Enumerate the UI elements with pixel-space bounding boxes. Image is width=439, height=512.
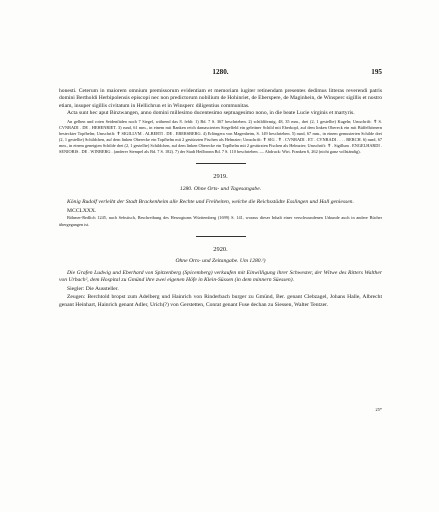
page-content (59, 88, 382, 309)
signature-mark: 25* (375, 407, 382, 412)
document-number-2920: 2920. (213, 245, 228, 253)
header-year: 1280. (212, 68, 229, 76)
date-line-2920: Ohne Orts- und Zeitangabe. Um 1280.¹) (175, 257, 266, 264)
date-line-2919: 1280. Ohne Orts- und Tagesangabe. (179, 186, 262, 193)
source-2919: Böhmer-Redlich 1245, nach Sebstisch, Beschreibung des Herzogtums Württemberg (1699) S. 141, woraus dieser Inhalt einer verschwundenen Urkunde auch in andere Bücher übergegangen ist. (59, 215, 382, 227)
zeugen-2920: Zeugen: Berchtold bropst zum Adelberg und Hainrich von Rinderbach burger zu Gmünd, Ber. genant Clebzagel, Johans Halle, Albrecht genant Heinhart, Hainrich genant Adler, Urich(?) von Gerstetten, Conrat genant Fuse dechan zu Siessen, Walter Tentzer. (59, 294, 382, 308)
summary-2920: Die Grafen Ludwig und Eberhard von Spitzenberg (Spicemberg) verkaufen mit Einwilligung ihrer Schwester, der Witwe des Ritters Walther von Urbach², dem Hospital zu Gmünd ihre zwei eigenen Höfe in Klein-Süssen (in dem minnern Süessen). (59, 270, 382, 284)
roman-date-2919: MCCLXXX. (67, 208, 97, 214)
seal-note: An gelben und roten Seidenfäden noch 7 Siegel, während das 8. fehlt: 1) Bd. 7 S. 367 beschrieben. 2) schildförmig, 48, 35 mm., drei (2, 1 gestellte) Kugeln; Umschrift: ✝ S. CVNRADI . DE . HEHENRIET. 3) rund, 61 mm., in einem mit Ranken reich damascierten Siegelfeld ein geleitner Schild mit Eberkopf, auf dem linken Obereck ein mit Büffelhörnern besteckter Topfhelm; Umschrift: ✝ SIGILLVM . ALBERTI . DE . EBERSBERG. 4) Erlöngera von Magenheim, S. 149 beschrieben. 5) rund, 67 mm., in einem gemusterten Schilde drei (2, 1 gestellte) Schildchen, auf dem linken Oberecke ein Topfhelm mit 2 gestürzten Fischen als Helmzier; Umschrift: ✝ SIG . ✝ . CVNRADI . ET . CVNRADI . . . . BERCH. 6) rund, 67 mm., in einem geneigten Schilde drei (2, 1 gestellte) Schildchen, auf dem linken Oberecke ein Topfhelm mit 2 gestürzten Fischen als Helmzier; Umschrift: ✝ . Sigillum . ENGELHARDI . SENIORIS . DE . WINBERG . (anderer Stempel als Bd. 7 S. 182). 7) der Stadt Heilbronn Bd. 7 S. 110 beschrieben. — Abdruck: Wirt. Franken 6, 262 (nicht ganz vollständig). (59, 118, 382, 155)
section-divider (196, 236, 246, 237)
siegler-2920: Siegler: Die Aussteller. (67, 285, 119, 292)
section-divider (196, 163, 246, 164)
document-number-2919: 2919. (213, 173, 228, 181)
closing-paragraph: honesti. Ceterum in maiorem omnium premissorum evidentiam et memoriam iugiter retinendam presentes dedimus litteras reverendi patris domini Bertholdi Herbipolensis episcopi nec non predictorum nobilium de Hohinriet, de Eberspere, de Maginhein, de Winsperc sigillis et nostro etiam, insuper sigillis civitatum in Hellichrun et in Winsperc diligentius communitas. (59, 88, 382, 109)
summary-2919: König Rudolf verleiht der Stadt Brackenheim alle Rechte und Freiheiten, welche die Reichsstädte Esslingen und Hall geniessen. (67, 198, 354, 205)
acta-paragraph: Acta sunt hec aput Binzwangen, anno domini millesimo ducentesimo septuagesimo nono, in die beate Lucie virginis et martyris. (67, 110, 355, 117)
page-number: 195 (371, 68, 382, 76)
running-header (59, 68, 382, 78)
